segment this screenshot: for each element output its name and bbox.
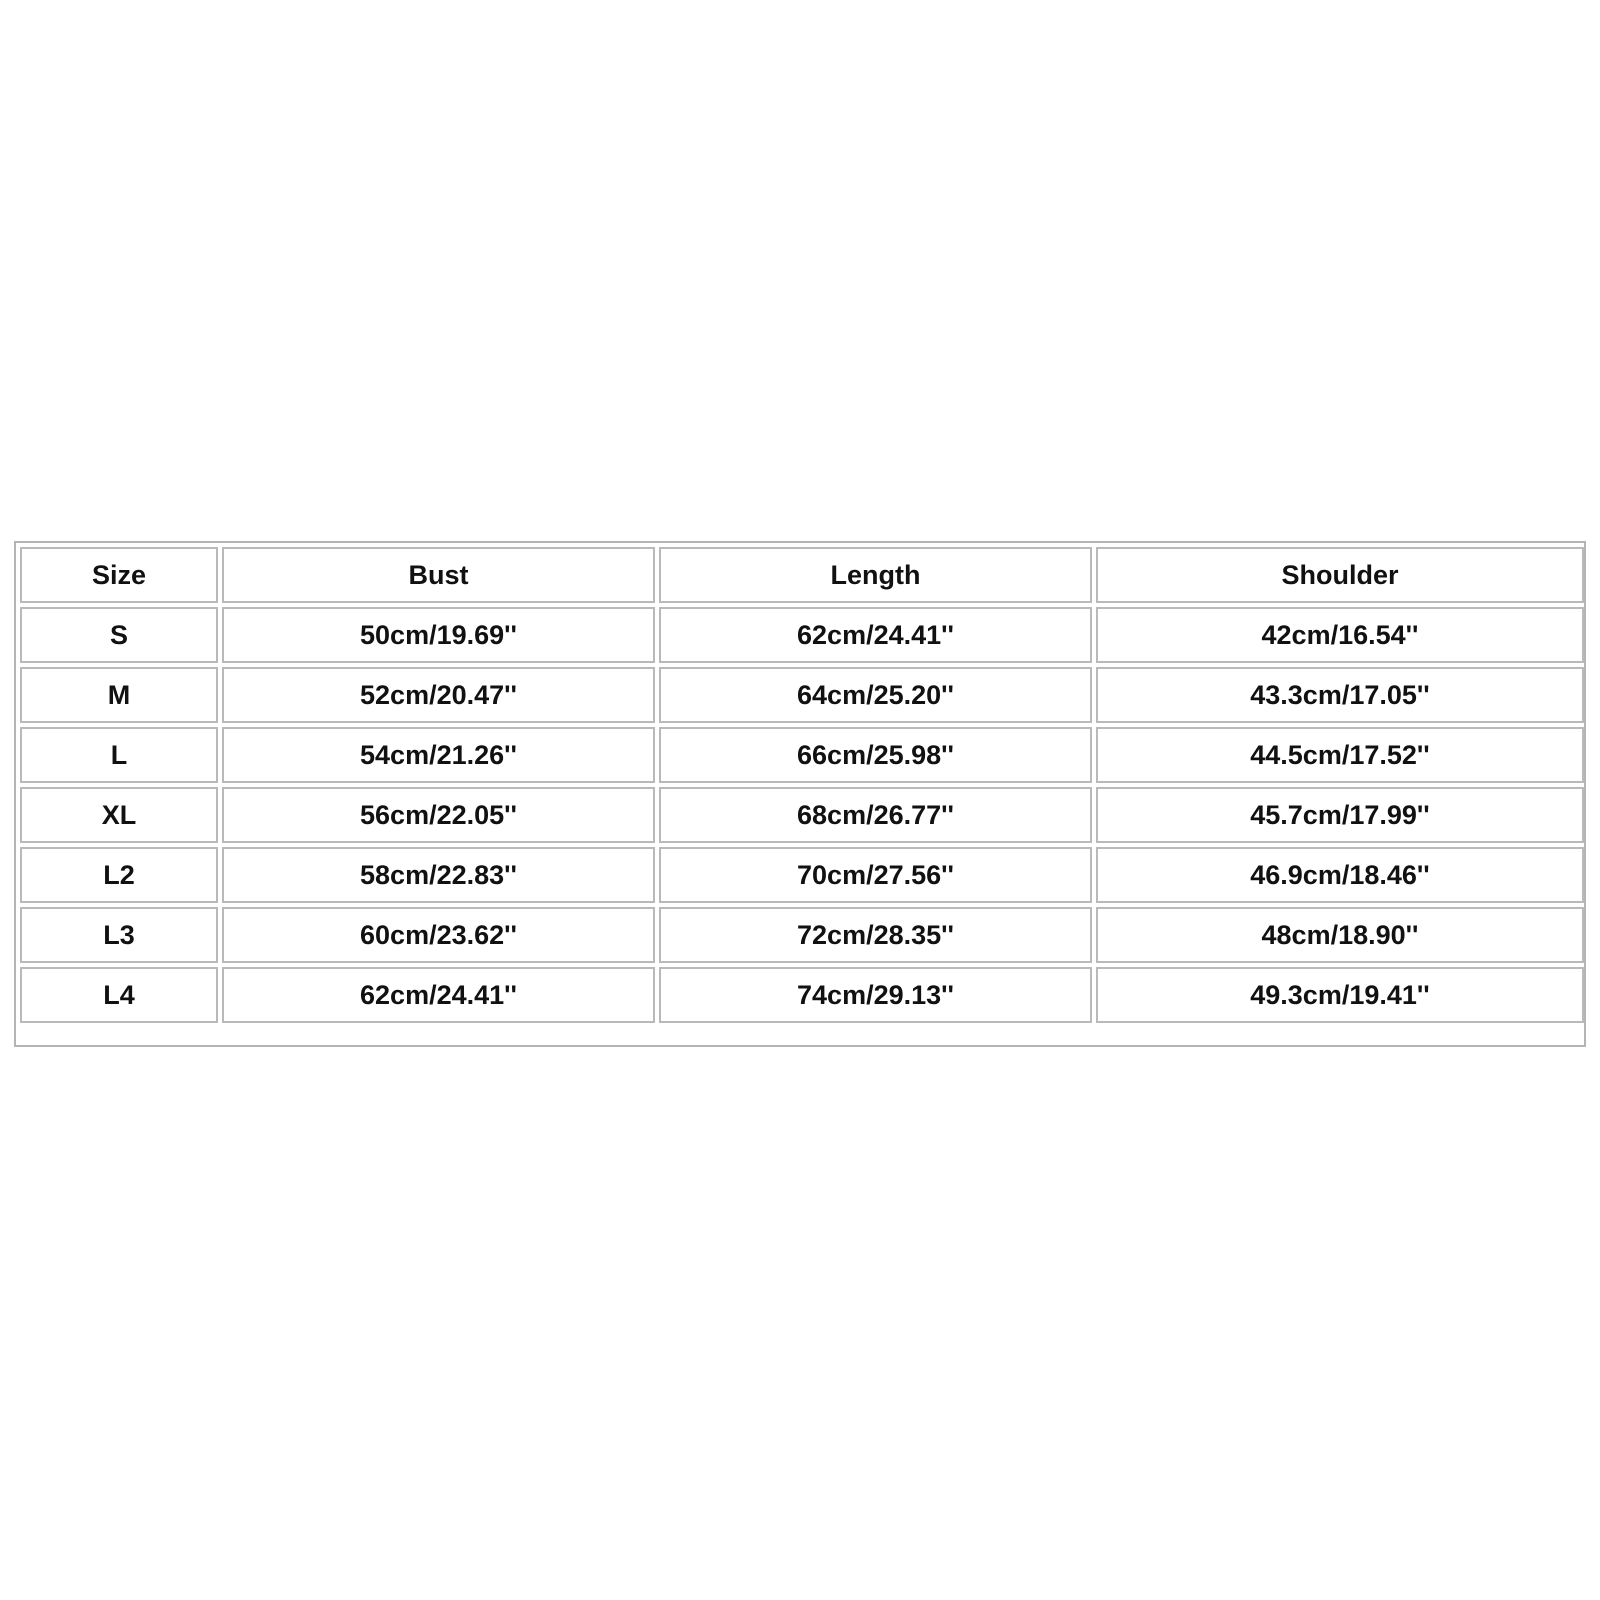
cell-shoulder: 43.3cm/17.05''	[1096, 667, 1584, 723]
cell-bust: 56cm/22.05''	[222, 787, 655, 843]
size-chart-table	[16, 543, 1588, 1027]
cell-bust: 50cm/19.69''	[222, 607, 655, 663]
table-row	[20, 847, 1584, 903]
cell-bust: 52cm/20.47''	[222, 667, 655, 723]
table-row	[20, 667, 1584, 723]
cell-shoulder: 49.3cm/19.41''	[1096, 967, 1584, 1023]
cell-length: 72cm/28.35''	[659, 907, 1092, 963]
table-row	[20, 907, 1584, 963]
header-bust: Bust	[222, 547, 655, 603]
size-chart-frame	[14, 541, 1586, 1047]
header-size: Size	[20, 547, 218, 603]
cell-shoulder: 42cm/16.54''	[1096, 607, 1584, 663]
cell-size: M	[20, 667, 218, 723]
cell-length: 64cm/25.20''	[659, 667, 1092, 723]
cell-size: L	[20, 727, 218, 783]
cell-length: 68cm/26.77''	[659, 787, 1092, 843]
cell-length: 74cm/29.13''	[659, 967, 1092, 1023]
cell-bust: 54cm/21.26''	[222, 727, 655, 783]
cell-shoulder: 45.7cm/17.99''	[1096, 787, 1584, 843]
table-row	[20, 787, 1584, 843]
header-row	[20, 547, 1584, 603]
cell-length: 66cm/25.98''	[659, 727, 1092, 783]
cell-bust: 60cm/23.62''	[222, 907, 655, 963]
cell-shoulder: 46.9cm/18.46''	[1096, 847, 1584, 903]
cell-size: XL	[20, 787, 218, 843]
cell-size: L4	[20, 967, 218, 1023]
table-row	[20, 967, 1584, 1023]
cell-length: 62cm/24.41''	[659, 607, 1092, 663]
cell-bust: 58cm/22.83''	[222, 847, 655, 903]
cell-length: 70cm/27.56''	[659, 847, 1092, 903]
cell-size: L2	[20, 847, 218, 903]
table-row	[20, 727, 1584, 783]
cell-bust: 62cm/24.41''	[222, 967, 655, 1023]
header-shoulder: Shoulder	[1096, 547, 1584, 603]
cell-size: L3	[20, 907, 218, 963]
header-length: Length	[659, 547, 1092, 603]
cell-shoulder: 48cm/18.90''	[1096, 907, 1584, 963]
cell-size: S	[20, 607, 218, 663]
table-row	[20, 607, 1584, 663]
cell-shoulder: 44.5cm/17.52''	[1096, 727, 1584, 783]
